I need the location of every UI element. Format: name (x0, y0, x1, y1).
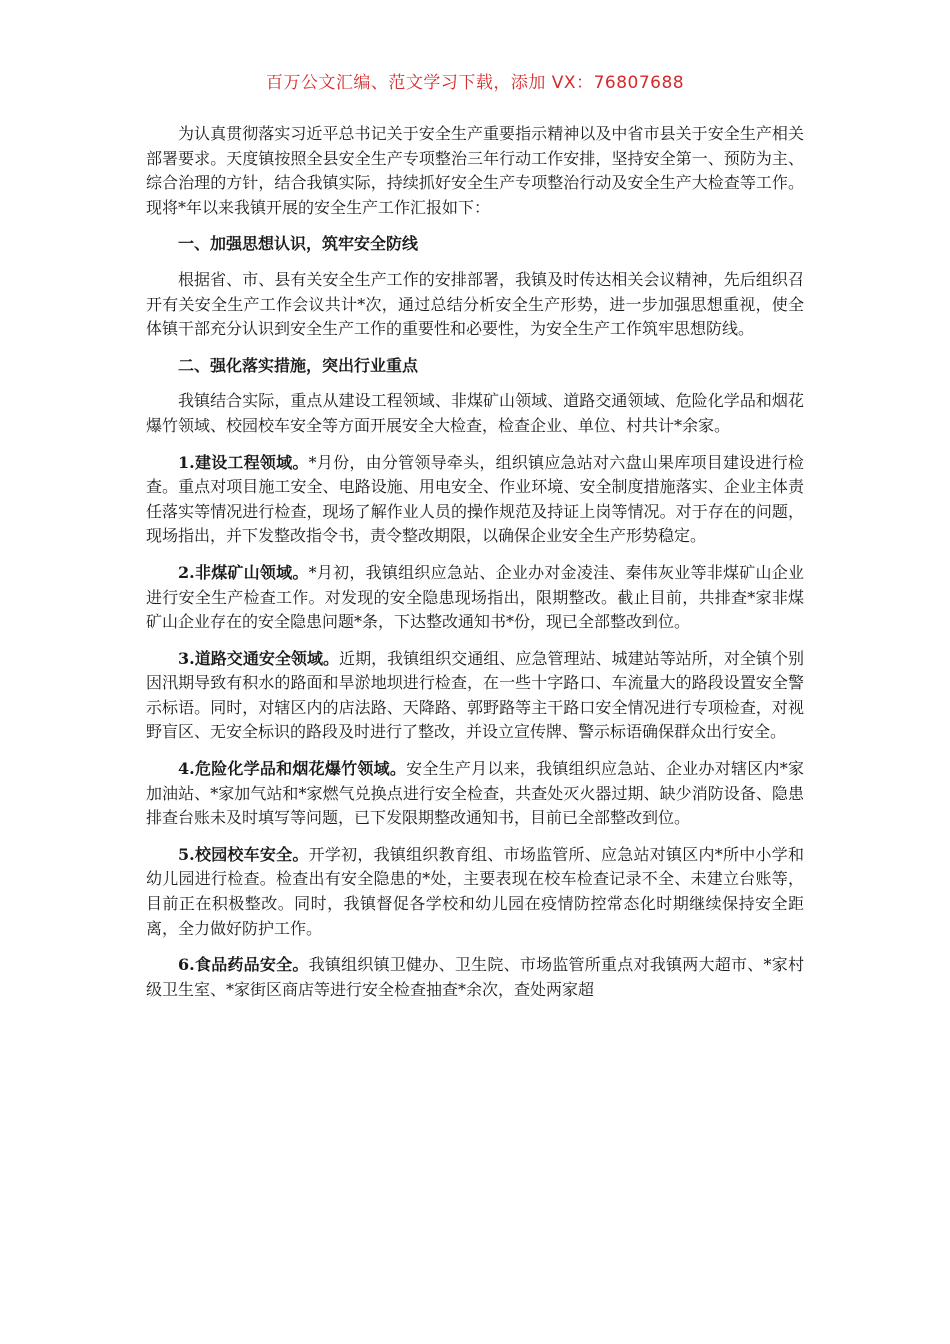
intro-paragraph: 为认真贯彻落实习近平总书记关于安全生产重要指示精神以及中省市县关于安全生产相关部署要求。天度镇按照全县安全生产专项整治三年行动工作安排，坚持安全第一、预防为主、综合治理的方针，结合我镇实际，持续抓好安全生产专项整治行动及安全生产大检查等工作。现将*年以来我镇开展的安全生产工作汇报如下： (146, 124, 804, 217)
item-label: 2.非煤矿山领域。 (178, 562, 309, 582)
section-1-heading: 一、加强思想认识，筑牢安全防线 (178, 234, 419, 254)
page-header: 百万公文汇编、范文学习下载，添加 VX：76807688 (265, 73, 685, 93)
item-text: *月份，由分管领导牵头，组织镇应急站对六盘山果库项目建设进行检查。重点对项目施工安全、电路设施、用电安全、作业环境、安全制度措施落实、企业主体责任落实等情况进行检查，现场了解作业人员的操作规范及持证上岗等情况。对于存在的问题，现场指出，并下发整改指令书，责令整改期限，以确保企业安全生产形势稳定。 (146, 452, 804, 546)
item-school-bus (146, 843, 804, 941)
item-label: 6.食品药品安全。 (178, 955, 309, 975)
item-text: 开学初，我镇组织教育组、市场监管所、应急站对镇区内*所中小学和幼儿园进行检查。检查出有安全隐患的*处，主要表现在校车检查记录不全、未建立台账等，目前正在积极整改。同时，我镇督促各学校和幼儿园在疫情防控常态化时期继续保持安全距离，全力做好防护工作。 (146, 844, 804, 938)
document-body (146, 122, 804, 1002)
item-construction (146, 451, 804, 549)
item-label: 5.校园校车安全。 (178, 844, 309, 864)
section-2-paragraph: 我镇结合实际，重点从建设工程领域、非煤矿山领域、道路交通领域、危险化学品和烟花爆竹领域、校园校车安全等方面开展安全大检查，检查企业、单位、村共计*余家。 (146, 391, 804, 435)
item-label: 3.道路交通安全领域。 (178, 648, 340, 668)
item-non-coal-mining (146, 561, 804, 635)
item-text: 安全生产月以来，我镇组织应急站、企业办对辖区内*家加油站、*家加气站和*家燃气兑换点进行安全检查，共查处灭火器过期、缺少消防设备、隐患排查台账未及时填写等问题，已下发限期整改通知书，目前已全部整改到位。 (146, 759, 804, 828)
item-text: 近期，我镇组织交通组、应急管理站、城建站等站所，对全镇个别因汛期导致有积水的路面和旱淤地坝进行检查，在一些十字路口、车流量大的路段设置安全警示标语。同时，对辖区内的店法路、天降路、郭野路等主干路口安全情况进行专项检查，对视野盲区、无安全标识的路段及时进行了整改，并设立宣传牌、警示标语确保群众出行安全。 (146, 648, 804, 742)
item-text: 我镇组织镇卫健办、卫生院、市场监管所重点对我镇两大超市、*家村级卫生室、*家街区商店等进行安全检查抽查*余次，查处两家超 (146, 955, 804, 999)
item-food-drug (146, 953, 804, 1002)
item-label: 1.建设工程领域。 (178, 452, 309, 472)
item-hazardous-chemicals (146, 757, 804, 831)
item-road-traffic (146, 647, 804, 745)
item-label: 4.危险化学品和烟花爆竹领域。 (178, 759, 407, 779)
item-text: *月初，我镇组织应急站、企业办对金凌洼、秦伟灰业等非煤矿山企业进行安全生产检查工作。对发现的安全隐患现场指出，限期整改。截止目前，共排查*家非煤矿山企业存在的安全隐患问题*条，下达整改通知书*份，现已全部整改到位。 (146, 562, 804, 632)
section-2-heading: 二、强化落实措施，突出行业重点 (178, 355, 419, 375)
section-1-paragraph: 根据省、市、县有关安全生产工作的安排部署，我镇及时传达相关会议精神，先后组织召开有关安全生产工作会议共计*次，通过总结分析安全生产形势，进一步加强思想重视，使全体镇干部充分认识到安全生产工作的重要性和必要性，为安全生产工作筑牢思想防线。 (146, 269, 804, 339)
